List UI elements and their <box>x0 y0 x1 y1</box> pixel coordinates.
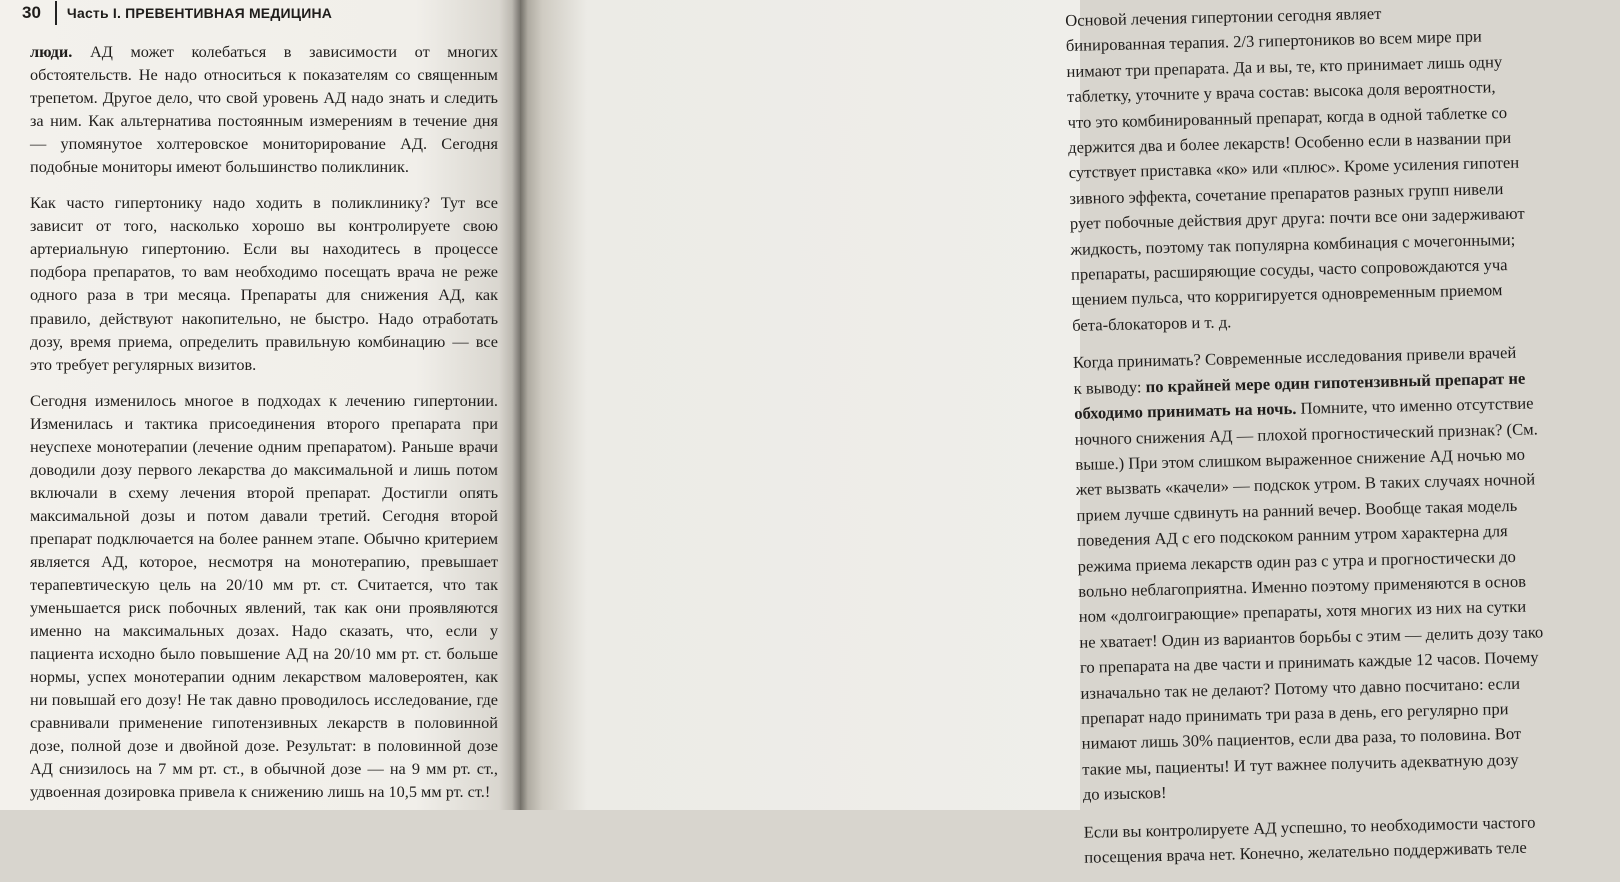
line-text: не хватает! Один из вариантов борьбы с этим — делить дозу тако <box>1079 622 1544 652</box>
line-text: жет вызвать «качели» — подскок утром. В таких случаях ночной <box>1075 469 1536 500</box>
header-divider <box>55 1 57 25</box>
paragraph-text: АД может колебаться в зависимости от многих обстоятельств. Не надо относиться к показателям со священным трепетом. Другое дело, что свой уровень АД надо знать и следить за ним. Как альтернатива постоянным измерениям в течение дня — упомянутое холтеровское мониторирование АД. Сегодня подобные мониторы имеют большинство поликлиник. <box>30 42 498 177</box>
text-line: Основой лечения гипертонии сегодня являет <box>1065 3 1382 30</box>
line-text: к выводу: <box>1073 376 1146 398</box>
paragraph <box>1073 338 1618 807</box>
page-header <box>22 0 332 26</box>
text-line: сутствует приставка «ко» или «плюс». Кроме усиления гипотен <box>1068 153 1520 183</box>
line-text: препарат надо принимать три раза в день, его регулярно при <box>1080 699 1509 728</box>
book-gutter <box>512 0 528 810</box>
line-text: Когда принимать? Современные исследования привели врачей <box>1072 343 1517 373</box>
line-text: изначально так не делают? Потому что давно посчитано: если <box>1080 673 1521 703</box>
text-line: таблетку, уточните у врача состав: высока доля вероятности, <box>1066 77 1496 107</box>
line-text: нимают лишь 30% пациентов, если два раза, то половина. Вот <box>1081 724 1522 754</box>
left-page <box>0 0 520 810</box>
line-text: такие мы, пациенты! И тут важнее получить адекватную дозу <box>1082 749 1519 779</box>
bold-lead: люди. <box>30 42 73 61</box>
text-line: что это комбинированный препарат, когда в одной таблетке со <box>1067 102 1508 132</box>
paragraph: Сегодня изменилось многое в подходах к лечению гипертонии. Изменилась и тактика присоединения второго препарата при неуспехе монотерапии (лечение одним препаратом). Раньше врачи доводили дозу первого лекарства до максимальной и лишь потом включали в схему лечения второй препарат. Достигли опять максимальной дозы и потом давали третий. Сегодня второй препарат подключается на более раннем этапе. Обычно критерием является АД, которое, несмотря на монотерапию, превышает терапевтическую цель на 20/10 мм рт. ст. Считается, что так уменьшается риск побочных явлений, так как они проявляются именно на максимальных дозах. Надо сказать, что, если у пациента исходно было повышение АД на 20/10 мм рт. ст. больше нормы, успех монотерапии одним лекарством маловероятен, как ни повышай его дозу! Не так давно проводилось исследование, где сравнивали применение гипотензивных лекарств в половинной дозе, полной дозе и двойной дозе. Результат: в половинной дозе АД снизилось на 7 мм рт. ст., в обычной дозе — на 9 мм рт. ст., удвоенная дозировка привела к снижению лишь на 10,5 мм рт. ст.! <box>30 390 498 802</box>
line-text: прием лучше сдвинуть на ранний вечер. Вообще такая модель <box>1076 495 1518 525</box>
line-text: режима приема лекарств один раз с утра и прогностически до <box>1077 546 1517 576</box>
bold-text: обходимо принимать на ночь. <box>1073 398 1297 423</box>
line-text: выше.) При этом слишком выраженное снижение АД ночью мо <box>1075 444 1526 474</box>
text-line: жидкость, поэтому так популярна комбинация с мочегонными; <box>1070 229 1516 259</box>
text-line: бета-блокаторов и т. д. <box>1071 312 1232 335</box>
text-line: посещения врача нет. Конечно, желательно поддерживать теле <box>1084 837 1528 867</box>
page-number: 30 <box>22 3 41 22</box>
text-line: Если вы контролируете АД успешно, то необходимости частого <box>1083 812 1536 842</box>
line-text: до изысков! <box>1082 783 1167 804</box>
line-text: ном «долгоиграющие» препараты, хотя многих из них на сутки <box>1078 597 1527 627</box>
left-page-body <box>30 40 498 817</box>
text-line: щением пульса, что корригируется одновременным приемом <box>1071 280 1503 310</box>
text-line: нимают три препарата. Да и вы, те, кто принимает лишь одну <box>1066 51 1503 81</box>
bold-text: по крайней мере один гипотензивный препарат не <box>1145 368 1526 396</box>
line-text: ночного снижения АД — плохой прогностический признак? (См. <box>1074 418 1538 449</box>
running-head: Часть I. ПРЕВЕНТИВНАЯ МЕДИЦИНА <box>66 5 333 21</box>
text-line: препараты, расширяющие сосуды, часто сопровождаются уча <box>1070 255 1508 284</box>
paragraph <box>30 40 498 178</box>
text-line: держится два и более лекарств! Особенно если в названии при <box>1067 127 1512 157</box>
text-line: бинированная терапия. 2/3 гипертоников во всем мире при <box>1065 26 1482 56</box>
paragraph: Как часто гипертонику надо ходить в поликлинику? Тут все зависит от того, насколько хорошо вы контролируете свою артериальную гипертонию. Если вы находитесь в процессе подбора препаратов, то вам необходимо посещать врача не реже одного раза в три месяца. Препараты для снижения АД, как правило, действуют накопительно, не быстро. Надо отработать дозу, время приема, определить правильную комбинацию — все это требует регулярных визитов. <box>30 193 498 374</box>
line-text: го препарата на две части и принимать каждые 12 часов. Почему <box>1079 647 1539 677</box>
line-text: Помните, что именно отсутствие <box>1296 393 1534 418</box>
right-page <box>520 0 1544 867</box>
paragraph <box>1065 0 1607 338</box>
line-text: поведения АД с его подскоком ранним утром характерна для <box>1076 521 1508 550</box>
line-text: вольно неблагоприятна. Именно поэтому применяются в основ <box>1078 571 1527 601</box>
text-line: рует побочные действия друг друга: почти все они задерживают <box>1069 203 1525 234</box>
right-page-body <box>1065 0 1620 882</box>
text-line: зивного эффекта, сочетание препаратов разных групп нивели <box>1069 178 1504 208</box>
paragraph <box>1083 807 1619 870</box>
